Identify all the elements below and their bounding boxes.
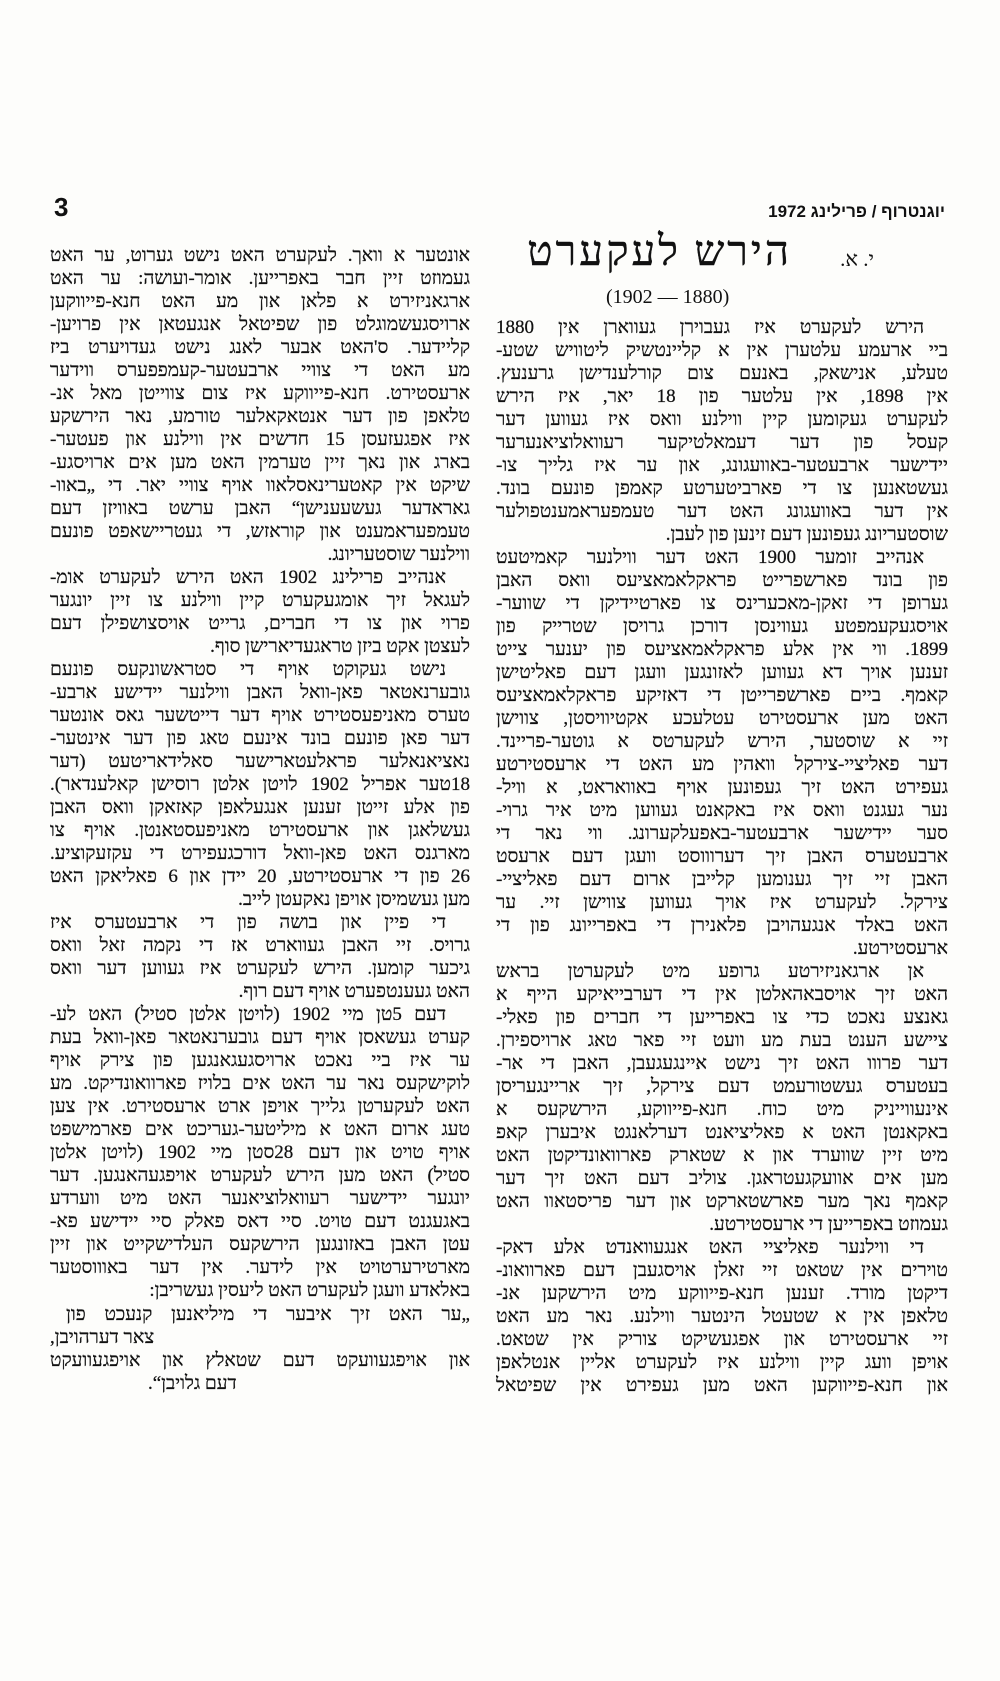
text-line: קאמף. ביים פארשפרייטן די דאזיקע פראקלאמאציעס	[496, 685, 948, 706]
text-line: בעטערס געשטורעמט דעם צירקל, זיך אריינגעריסן	[496, 1076, 948, 1097]
text-line: איז אפגעזעסן 15 חדשים אין ווילנע און פעטער-	[50, 429, 470, 450]
text-line: אן ארגאניזירטע גרופע מיט לעקערטן בראש	[496, 961, 924, 982]
paragraph	[50, 566, 470, 658]
poem-quote	[50, 1303, 470, 1395]
text-line: ארבעטערס האבן זיך דערוווסט וועגן דעם ארעסט	[496, 846, 948, 867]
text-line: אונטער א וואך. לעקערט האט נישט גערוט, ער האט	[50, 245, 470, 266]
text-line: נישט געקוקט אויף די סטראשונקעס פונעם	[50, 659, 446, 680]
text-line: יידישער ארבעטער-באוועגונג, און ער איז גלייך צו-	[496, 455, 948, 476]
quote-line: צאר דערהויבן,	[50, 1327, 155, 1348]
text-line: ארעסטירטע.	[852, 938, 948, 959]
text-line: האט מען ארעסטירט עטלעכע אקטיוויסטן, צווישן	[496, 708, 948, 729]
text-line: ביי ארעמע עלטערן אין א קליינטשיק ליטוויש שטע-	[496, 340, 948, 361]
quote-line: און אויפגעוועקט דעם שטאלץ און אויפגעוועקט	[50, 1350, 470, 1371]
text-line: אין דער באוועגונג האט דער טעמפעראמענטפולער	[496, 501, 948, 522]
text-line: גיכער קומען. הירש לעקערט איז געווען דער וואס	[50, 958, 470, 979]
paragraph	[496, 1236, 948, 1397]
paragraph	[496, 316, 948, 546]
article-title: הירש לעקערט	[527, 229, 792, 275]
text-line: געשטאנען צו די פארביטערטע קאמפן פונעם בונד.	[496, 478, 948, 499]
paragraph	[50, 244, 470, 566]
text-line: קערט געשאסן אויף דעם גובערנאטאר פאן-וואל בעת	[50, 1027, 470, 1048]
text-line: קעסל פון דער דעמאלטיקער רעוואלוציאנערער	[496, 432, 948, 453]
text-line: ווילנער שוסטעריונג.	[327, 544, 470, 565]
text-line: סער יידישער ארבעטער-באפעלקערונג. ווי נאר די	[496, 823, 948, 844]
text-line: טוירים אין שטאט זיי זאלן אויסגעבן דעם פארוואונ-	[496, 1260, 948, 1281]
text-line: און חנא-פייווקען האט מען געפירט אין שפיטאל	[496, 1375, 948, 1396]
text-line: 18טער אפריל 1902 לויטן אלטן רוסישן קאלענדאר).	[50, 774, 470, 795]
paragraph	[50, 658, 470, 911]
paragraph	[50, 911, 470, 1003]
text-line: לעקערט געקומען קיין ווילנע וואס איז געווען דער	[496, 409, 948, 430]
text-line: מען געשמיסן אויפן נאקעטן לייב.	[238, 889, 470, 910]
text-line: געשלאגן און ארעסטירט מאניפעסטאנטן. אויף צו	[50, 820, 470, 841]
left-column	[50, 244, 470, 1395]
text-line: דיקטן מורד. זענען חנא-פייווקע מיט הירשקען אנ-	[496, 1283, 948, 1304]
text-line: ארויסגעשמוגלט פון שפיטאל אנגעטאן אין פרויען-	[50, 314, 470, 335]
text-line: נער געגנט וואס איז באקאנט געווען מיט איר גרוי-	[496, 800, 948, 821]
text-line: געמוזט באפרייען די ארעסטירטע.	[709, 1214, 948, 1235]
text-line: לוקישקעס נאר ער האט אים בלויז פארוואונדיקט. מע	[50, 1073, 470, 1094]
text-line: באקאנטן האט א פאליציאנט דערלאנגט איבערן קאפ	[496, 1122, 948, 1143]
right-column	[496, 316, 948, 1397]
text-line: אנהייב זומער 1900 האט דער ווילנער קאמיטעט	[496, 547, 925, 568]
text-line: נאציאנאלער פראלעטארישער סאלידאריטעט (דער	[50, 751, 470, 772]
text-line: אויסגעקעמפטע געווינסן דורכן גרויסן שטרייק פון	[496, 616, 948, 637]
text-line: אין 1898, אין עלטער פון 18 יאר, איז הירש	[496, 386, 948, 407]
quote-line: „ער האט זיך איבער די מיליאנען קנעכט פון	[66, 1304, 470, 1325]
text-line: פון אלע זייטן זענען אנגעלאפן קאזאקן וואס האבן	[50, 797, 470, 818]
running-head: יוגנטרוף / פרילינג 1972	[768, 202, 945, 221]
text-line: לעגאל זיך אומגעקערט קיין ווילנע צו זיין יונגער	[50, 590, 470, 611]
text-line: טלאפן אין א שטעטל הינטער ווילנע. נאר מע האט	[496, 1306, 948, 1327]
text-line: זיי א שוסטער, הירש לעקערטס א גוטער-פריינד.	[496, 731, 948, 752]
text-line: הירש לעקערט איז געבוירן געווארן אין 1880	[496, 317, 924, 338]
text-line: געמוזט זיין חבר באפרייען. אומר-ועושה: ער האט	[50, 268, 470, 289]
text-line: קאמף נאך מער פארשטארקט און דער פריסטאוו האט	[496, 1191, 948, 1212]
text-line: טעמפעראמענט און קוראזש, די געטריישאפט פונעם	[50, 521, 470, 542]
paragraph	[496, 960, 948, 1236]
page-number: 3	[54, 192, 69, 222]
text-line: 1899. ווי אין אלע פראקלאמאציעס פון יענער צייט	[496, 639, 948, 660]
text-line: טלאפן פון דער אנטאקאלער טורמע, נאר הירשקע	[50, 406, 470, 427]
text-line: לעצטן אקט ביזן טראגעדיארישן סוף.	[210, 636, 470, 657]
text-line: ער איז ביי נאכט ארויסגעגאנגען פון צירק אויף	[50, 1050, 470, 1071]
text-line: דעם 5טן מיי 1902 (לויטן אלטן סטיל) האט לע-	[50, 1004, 447, 1025]
text-line: צירקל. לעקערט איז אויך געווען צווישן זיי. ער	[496, 892, 948, 913]
text-line: מארטירערטויט אין לידער. אין דער באוווסטער	[50, 1257, 470, 1278]
text-line: מארגנס האט פאן-וואל דורכגעפירט די עקזעקוציע.	[50, 843, 470, 864]
text-line: האט זיך אויסבאהאלטן אין די דערבייאיקע הייף א	[496, 984, 948, 1005]
text-line: טעג ארום האט א מיליטער-געריכט אים פארמישפט	[50, 1119, 470, 1140]
text-line: גרויס. זיי האבן געווארט אז די נקמה זאל וואס	[50, 935, 470, 956]
text-line: גובערנאטאר פאן-וואל האבן ווילנער יידישע ארבע-	[50, 682, 470, 703]
text-line: האט געענטפערט אויף דעם רוף.	[238, 981, 470, 1002]
text-line: 26 פון די ארעסטירטע, 20 יידן און 6 פאליאקן האט	[50, 866, 470, 887]
text-line: שוסטעריונג געפונען דעם זינען פון לעבן.	[665, 524, 948, 545]
text-line: האבן זיי זיך גענומען קלייבן ארום דעם פאליציי-	[496, 869, 948, 890]
text-line: דער פרווו האט זיך נישט איינגעגעבן, האבן די אר-	[496, 1053, 948, 1074]
text-line: עטן האבן באזונגען הירשקעס העלדישקייט און זיין	[50, 1234, 470, 1255]
text-line: באלאדע וועגן לעקערט האט ליעסין געשריבן:	[149, 1280, 470, 1301]
text-line: מע האט די צוויי ארבעטער-קעמפפערס ווידער	[50, 360, 470, 381]
text-line: אנהייב פרילינג 1902 האט הירש לעקערט אומ-	[50, 567, 446, 588]
text-line: סטיל) האט מען הירש לעקערט אויפגעהאנגען. דער	[50, 1165, 470, 1186]
text-line: אויפן וועג קיין ווילנע איז לעקערט אליין אנטלאפן	[496, 1352, 948, 1373]
text-line: די פיין און בושה פון די ארבעטערס איז	[50, 912, 446, 933]
text-line: זיי ארעסטירט און אפגעשיקט צוריק אין שטאט.	[496, 1329, 948, 1350]
text-line: גערופן די זאקן-מאכערינס צו פארטיידיקן די שווער-	[496, 593, 948, 614]
text-line: זענען אויך דא געווען לאזונגען וועגן דעם פאליטישן	[496, 662, 948, 683]
text-line: אינעווייניק מיט כוח. חנא-פייווקע, הירשקעס א	[496, 1099, 948, 1120]
text-line: מען אים אוועקגעטראגן. צוליב דעם האט זיך דער	[496, 1168, 948, 1189]
text-line: בארג און נאך זיין טערמין האט מען אים ארויסגע-	[50, 452, 470, 473]
text-line: יונגער יידישער רעוואלוציאנער האט מיט ווערדע	[50, 1188, 470, 1209]
text-line: האט לעקערטן גלייך אויפן ארט ארעסטירט. אין צען	[50, 1096, 470, 1117]
text-line: געפירט האט זיך געפונען אויף באוואראט, א וויל-	[496, 777, 948, 798]
paragraph	[50, 1003, 470, 1302]
text-line: פרוי און צו די חברים, גרייט אויסצושפילן דעם	[50, 613, 470, 634]
text-line: האט באלד אנגעהויבן פלאנירן די באפרייונג פון די	[496, 915, 948, 936]
text-line: טערס מאניפעסטירט אויף דער דייטשער גאס אונטער	[50, 705, 470, 726]
text-line: קליידער. ס'האט אבער לאנג נישט געדויערט ביז	[50, 337, 470, 358]
life-dates: (1880 — 1902)	[606, 286, 730, 308]
quote-line: דעם גלויבן“.	[148, 1373, 237, 1394]
text-line: ציישע הענט בעת מע וועט זיי פאר טאג ארויספירן.	[496, 1030, 948, 1051]
text-line: דער פאליציי-צירקל וואהין מע האט די ארעסטירטע	[496, 754, 948, 775]
text-line: אויף טויט און דעם 28סטן מיי 1902 (לויטן אלטן	[50, 1142, 470, 1163]
paragraph	[496, 546, 948, 960]
text-line: טעלע, אנישאק, באנעם צום קורלענדישן גרענעץ.	[496, 363, 948, 384]
text-line: גאראדער געשעענישן“ האבן ערשט באוויזן דעם	[50, 498, 470, 519]
text-line: שיקט אין קאטערינאסלאוו אויף צוויי יאר. די „באוו-	[50, 475, 470, 496]
author-initials: י. א.	[840, 247, 874, 271]
text-line: פון בונד פארשפרייט פראקלאמאציעס וואס האבן	[496, 570, 948, 591]
text-line: דער פאן פונעם בונד אינעם טאג פון דער אינטער-	[50, 728, 470, 749]
text-line: ארגאניזירט א פלאן און מע האט חנא-פייווקען	[50, 291, 470, 312]
text-line: ארעסטירט. חנא-פייווקע איז צום צווייטן מאל אנ-	[50, 383, 470, 404]
text-line: מיט זיין שווערד און א שטארק פארוואונדיקטן האט	[496, 1145, 948, 1166]
text-line: באגעגנט דעם טויט. סיי דאס פאלק סיי יידישע פא-	[50, 1211, 470, 1232]
text-line: גאנצע נאכט כדי צו באפרייען די חברים פון פאלי-	[496, 1007, 948, 1028]
text-line: די ווילנער פאליציי האט אנגעוואנדט אלע דאק-	[496, 1237, 924, 1258]
